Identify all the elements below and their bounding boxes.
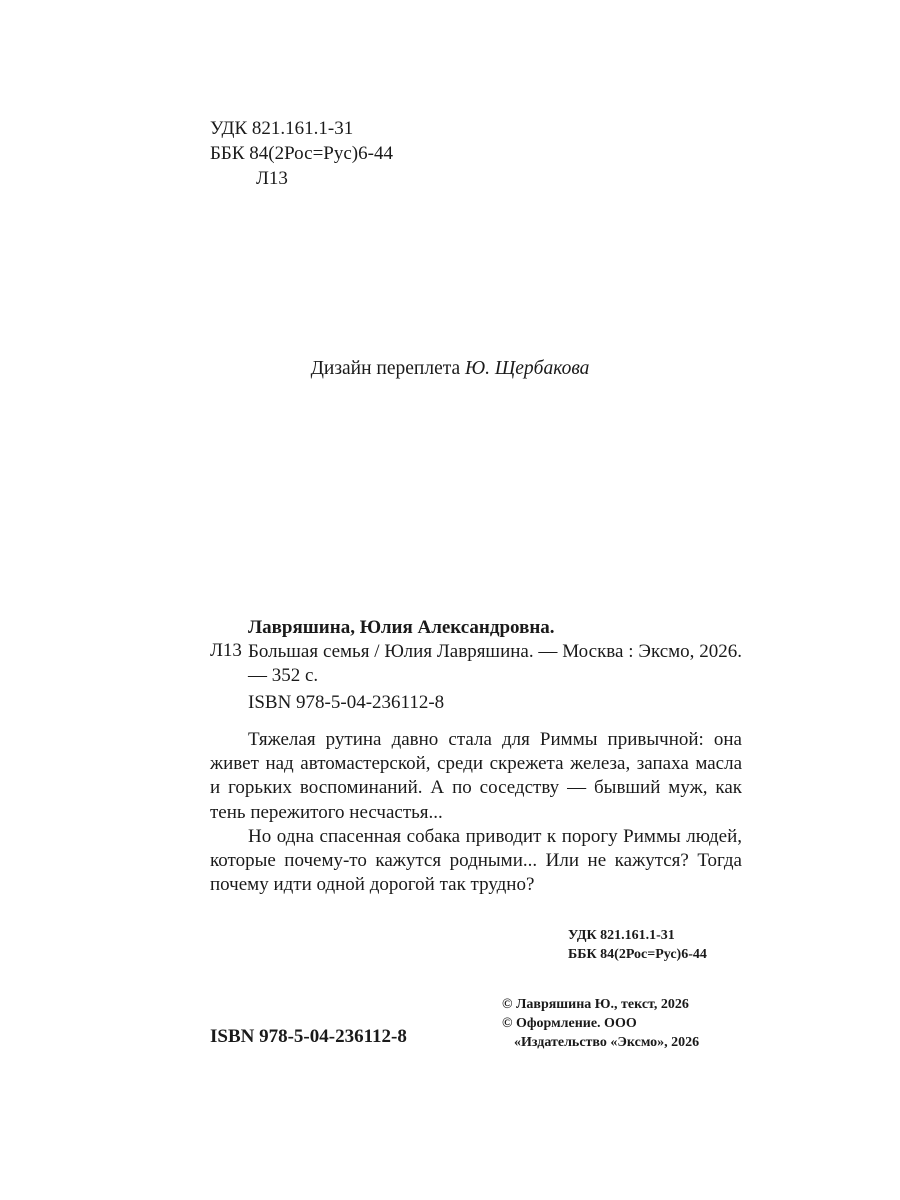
catalog-isbn: ISBN 978-5-04-236112-8	[248, 692, 445, 713]
bottom-classification-codes	[568, 926, 707, 964]
copyright-line: © Оформление. ООО	[502, 1016, 637, 1031]
udk-code: УДК 821.161.1-31	[210, 118, 354, 139]
design-credit-name: Ю. Щербакова	[465, 358, 590, 379]
bbk-code: ББК 84(2Рос=Рус)6-44	[210, 143, 393, 164]
design-credit-label: Дизайн переплета	[310, 358, 461, 379]
catalog-description: Большая семья / Юлия Лавряшина. — Москва : Эксмо, 2026. — 352 с.	[248, 641, 742, 686]
top-classification-codes	[210, 116, 393, 191]
catalog-author-mark: Л13	[210, 640, 242, 661]
cover-design-credit	[0, 358, 900, 380]
annotation	[210, 728, 742, 897]
isbn-number: ISBN 978-5-04-236112-8	[210, 1026, 407, 1047]
annotation-paragraph: Тяжелая рутина давно стала для Риммы привычной: она живет над автомастерской, среди скрежета железа, запаха масла и горьких воспоминаний. А по соседству — бывший муж, как тень пережитого несчастья...	[210, 729, 742, 823]
author-mark: Л13	[256, 168, 288, 189]
annotation-paragraph: Но одна спасенная собака приводит к порогу Риммы людей, которые почему-то кажутся родными... Или не кажутся? Тогда почему идти одной дорогой так трудно?	[210, 825, 742, 896]
catalog-author: Лавряшина, Юлия Александровна.	[248, 617, 555, 638]
copyright-block	[502, 995, 699, 1052]
copyright-line: «Издательство «Эксмо», 2026	[514, 1035, 700, 1050]
copyright-line: © Лавряшина Ю., текст, 2026	[502, 997, 689, 1012]
bbk-code: ББК 84(2Рос=Рус)6-44	[568, 947, 707, 962]
udk-code: УДК 821.161.1-31	[568, 928, 675, 943]
